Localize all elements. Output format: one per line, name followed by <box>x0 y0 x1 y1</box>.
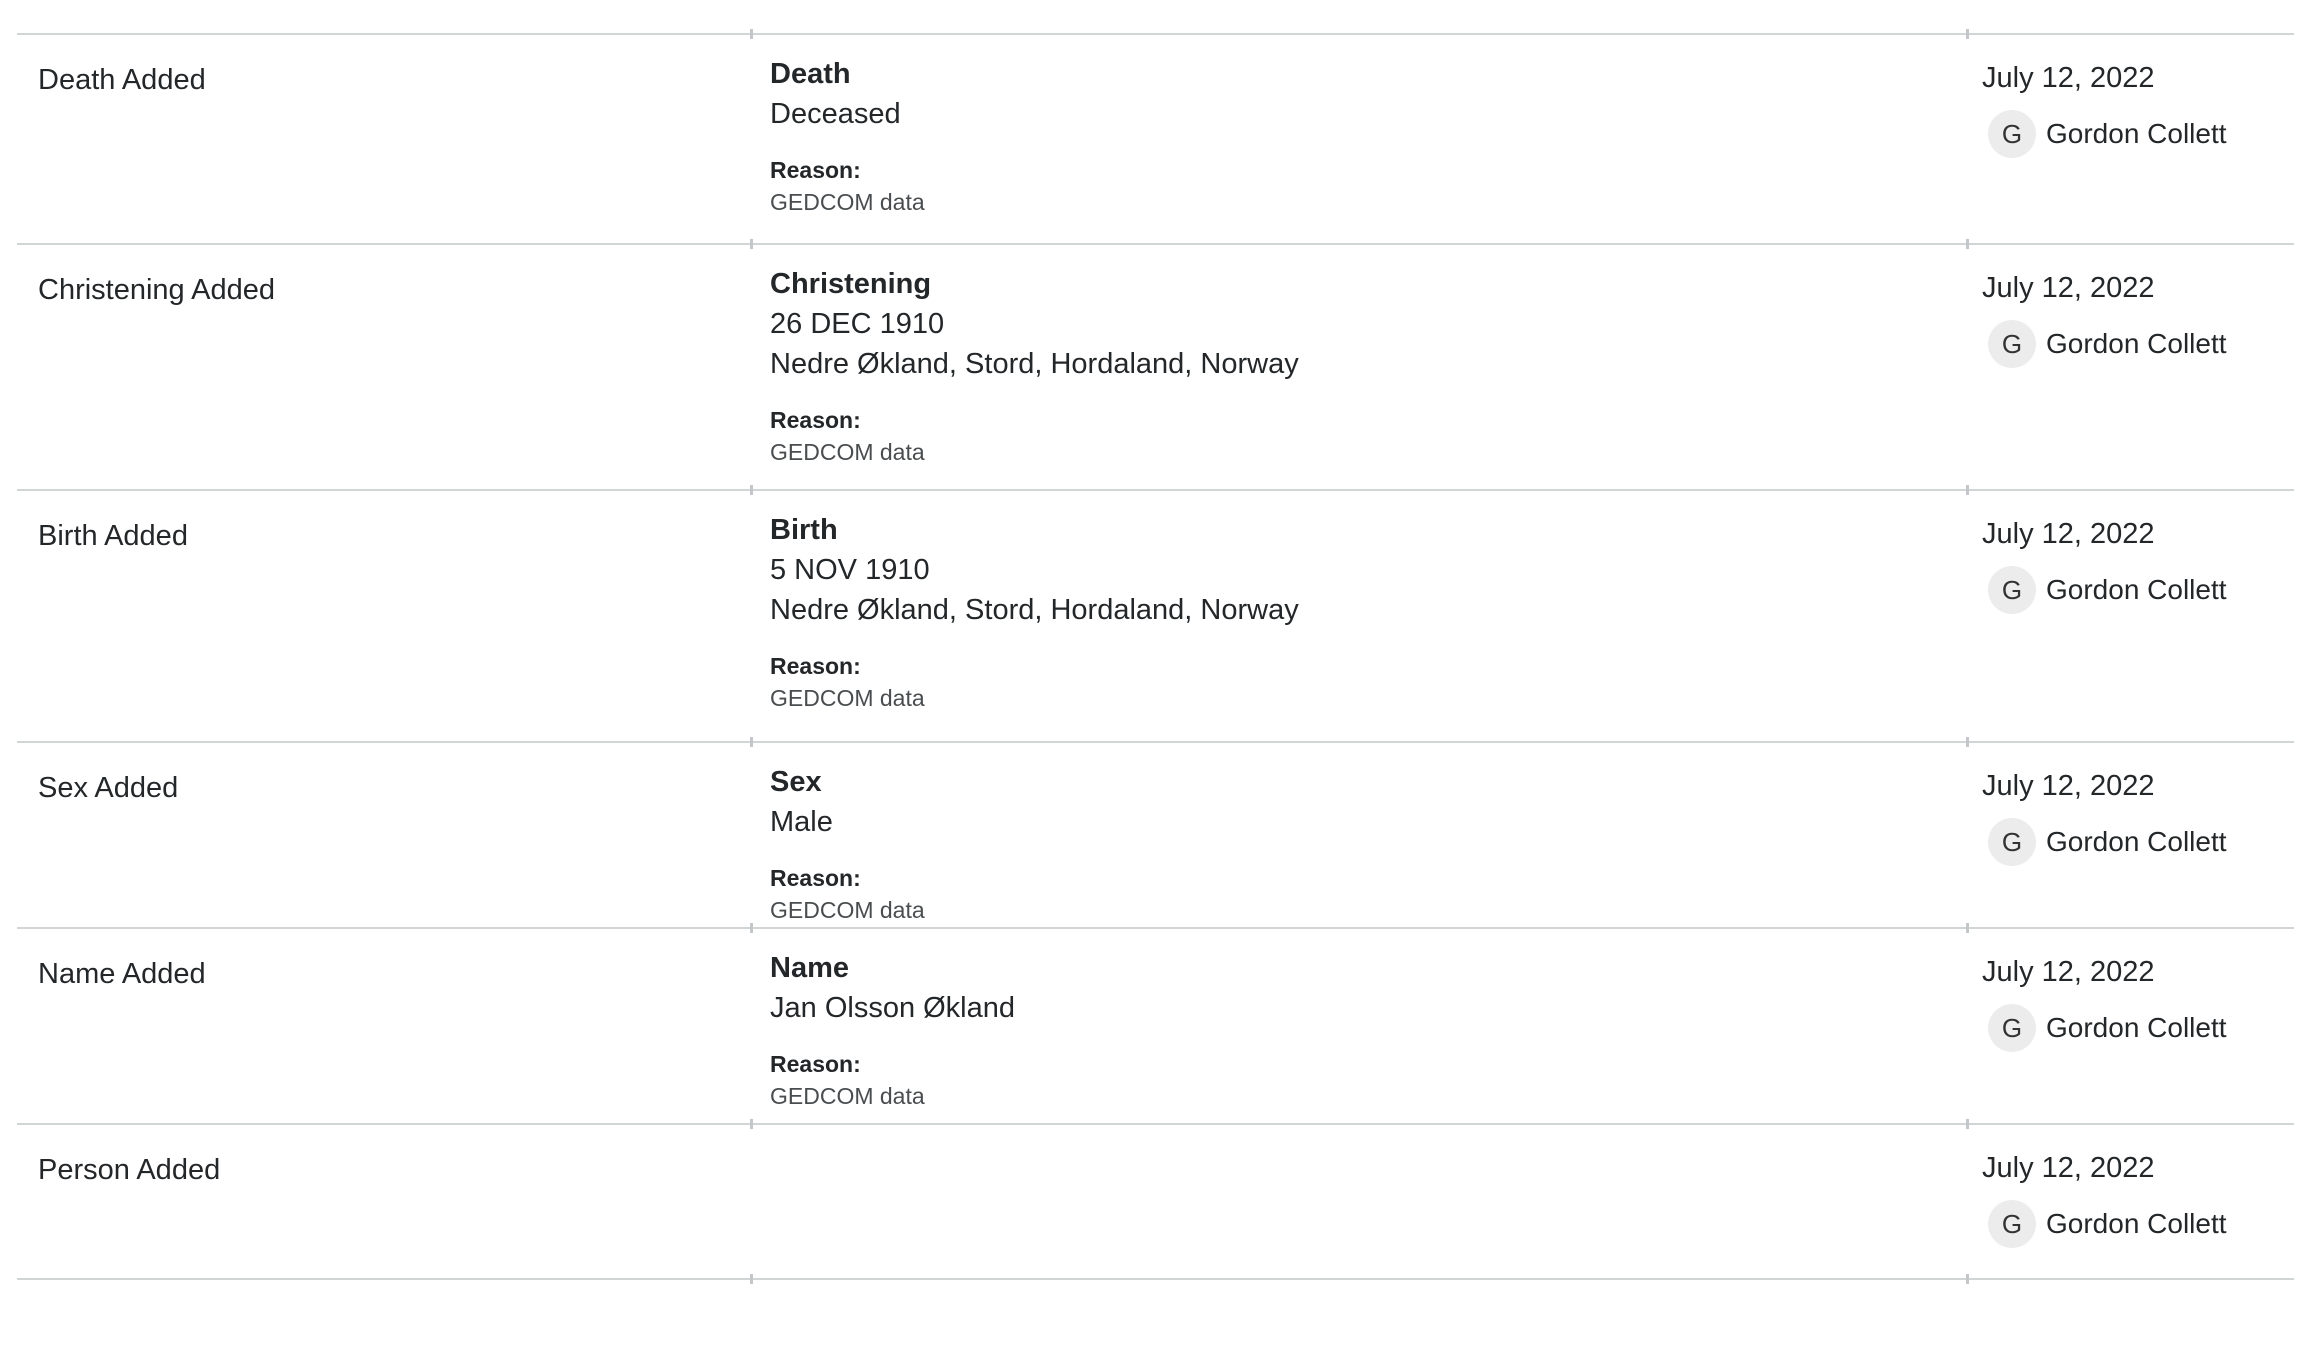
contributor-name-link[interactable]: Gordon Collett <box>2046 826 2227 857</box>
contributor-chip <box>1982 320 2306 368</box>
reason-label: Reason: <box>770 865 861 891</box>
detail-value: 5 NOV 1910 <box>770 554 930 586</box>
change-log-row <box>0 34 2306 244</box>
detail-value: Nedre Økland, Stord, Hordaland, Norway <box>770 594 1299 626</box>
contributor-name-link[interactable]: Gordon Collett <box>2046 1208 2227 1239</box>
contributor-avatar[interactable] <box>1988 818 2036 866</box>
contributor-chip <box>1982 818 2306 866</box>
change-meta <box>1967 742 2306 928</box>
change-detail <box>751 1124 1967 1279</box>
change-history-list <box>0 34 2306 1279</box>
change-type-label: Person Added <box>38 1154 221 1186</box>
change-meta <box>1967 244 2306 490</box>
avatar-initial: G <box>2001 574 2023 605</box>
change-date: July 12, 2022 <box>1982 1152 2155 1184</box>
change-detail <box>751 742 1967 928</box>
change-meta <box>1967 490 2306 742</box>
reason-label: Reason: <box>770 653 861 679</box>
contributor-avatar[interactable] <box>1988 1200 2036 1248</box>
row-divider <box>17 489 2294 491</box>
detail-title: Birth <box>770 514 838 546</box>
avatar-initial: G <box>2001 1012 2023 1043</box>
change-date: July 12, 2022 <box>1982 62 2155 94</box>
reason-value: GEDCOM data <box>770 897 925 923</box>
change-log-row <box>0 1124 2306 1279</box>
detail-title: Sex <box>770 766 822 798</box>
avatar-initial: G <box>2001 118 2023 149</box>
change-type-label: Birth Added <box>38 520 188 552</box>
reason-label: Reason: <box>770 407 861 433</box>
row-divider <box>17 243 2294 245</box>
contributor-avatar[interactable] <box>1988 566 2036 614</box>
contributor-name-link[interactable]: Gordon Collett <box>2046 118 2227 149</box>
change-detail <box>751 34 1967 244</box>
contributor-name-link[interactable]: Gordon Collett <box>2046 574 2227 605</box>
contributor-avatar[interactable] <box>1988 320 2036 368</box>
reason-value: GEDCOM data <box>770 1083 925 1109</box>
reason-label: Reason: <box>770 157 861 183</box>
avatar-initial: G <box>2001 826 2023 857</box>
contributor-chip <box>1982 110 2306 158</box>
change-log-row <box>0 928 2306 1124</box>
contributor-name-link[interactable]: Gordon Collett <box>2046 328 2227 359</box>
detail-value: Nedre Økland, Stord, Hordaland, Norway <box>770 348 1299 380</box>
change-type-label: Sex Added <box>38 772 179 804</box>
change-detail <box>751 928 1967 1124</box>
change-log-row <box>0 490 2306 742</box>
change-log-row <box>0 244 2306 490</box>
change-date: July 12, 2022 <box>1982 518 2155 550</box>
detail-value: Jan Olsson Økland <box>770 992 1016 1024</box>
detail-value: Deceased <box>770 98 901 130</box>
contributor-name-link[interactable]: Gordon Collett <box>2046 1012 2227 1043</box>
contributor-avatar[interactable] <box>1988 1004 2036 1052</box>
change-date: July 12, 2022 <box>1982 770 2155 802</box>
detail-title: Christening <box>770 268 932 300</box>
avatar-initial: G <box>2001 328 2023 359</box>
detail-title: Name <box>770 952 849 984</box>
change-type-label: Death Added <box>38 64 206 96</box>
contributor-chip <box>1982 1200 2306 1248</box>
reason-value: GEDCOM data <box>770 439 925 465</box>
row-divider <box>17 927 2294 929</box>
avatar-initial: G <box>2001 1208 2023 1239</box>
change-meta <box>1967 928 2306 1124</box>
row-divider <box>17 33 2294 35</box>
reason-value: GEDCOM data <box>770 685 925 711</box>
detail-title: Death <box>770 58 851 90</box>
reason-value: GEDCOM data <box>770 189 925 215</box>
change-detail <box>751 244 1967 490</box>
detail-value: Male <box>770 806 833 838</box>
row-divider <box>17 1123 2294 1125</box>
row-divider <box>17 741 2294 743</box>
change-date: July 12, 2022 <box>1982 272 2155 304</box>
reason-label: Reason: <box>770 1051 861 1077</box>
change-log-row <box>0 742 2306 928</box>
change-date: July 12, 2022 <box>1982 956 2155 988</box>
contributor-chip <box>1982 1004 2306 1052</box>
row-divider <box>17 1278 2294 1280</box>
change-meta <box>1967 34 2306 244</box>
change-type-label: Christening Added <box>38 274 275 306</box>
change-meta <box>1967 1124 2306 1279</box>
change-detail <box>751 490 1967 742</box>
change-type-label: Name Added <box>38 958 206 990</box>
contributor-avatar[interactable] <box>1988 110 2036 158</box>
contributor-chip <box>1982 566 2306 614</box>
detail-value: 26 DEC 1910 <box>770 308 945 340</box>
